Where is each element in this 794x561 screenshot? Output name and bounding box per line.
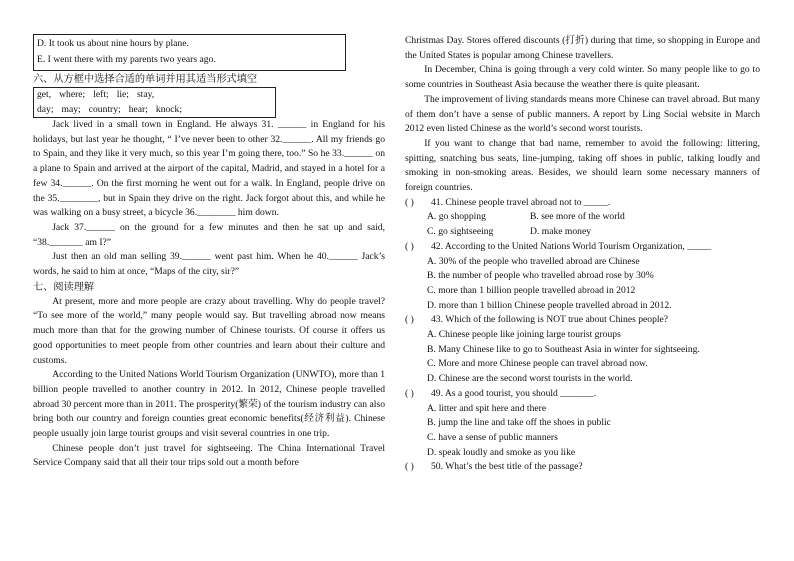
word-bank-item: lie; bbox=[116, 89, 129, 100]
option-b[interactable]: B. see more of the world bbox=[530, 211, 625, 223]
cloze-paragraph: Jack lived in a small town in England. He always 31. ______ in England for his holidays, but last year he thought, “ I’ve never been to other 32.______. All my friends go to Spain, and they like it very much, so this year I’m going there, too.” So he 33.______ on a plane to Spain and arrived at the airport of the capital, Madrid, and stayed in a hotel for a few 34.______. On the first morning he went out for a walk. In England, people drive on the 35.________, but in Spain they drive on the right. Jack forgot about this, and while he was walking on a busy street, a bicycle 36.________ him down. bbox=[33, 119, 385, 219]
word-bank-row-2 bbox=[37, 103, 272, 118]
word-bank-item: where; bbox=[59, 89, 86, 100]
left-column bbox=[33, 34, 385, 471]
word-bank-item: knock; bbox=[155, 103, 183, 115]
answer-blank[interactable]: ( ) bbox=[405, 461, 414, 473]
word-bank-item: day; bbox=[37, 103, 54, 115]
option-d[interactable]: D. make money bbox=[530, 226, 592, 238]
question-50 bbox=[405, 460, 760, 475]
option-row bbox=[405, 210, 760, 225]
answer-blank[interactable]: ( ) bbox=[405, 387, 414, 399]
word-bank-item: get, bbox=[37, 89, 52, 100]
reading-paragraph: The improvement of living standards means more Chinese can travel abroad. But many of them don’t have a sense of public manners. A report by Ling Social website in March 2012 even listed Chinese as the world’s second worst tourists. bbox=[405, 93, 760, 135]
reading-paragraph: If you want to change that bad name, remember to avoid the following: littering, spitting, snatching bus seats, line-jumping, taking off shoes in public, talking loudly and smoking in non-smoking areas. Besides, we should learn some necessary manners of foreign countries. bbox=[405, 137, 760, 194]
option-d[interactable]: D. more than 1 billion Chinese people travelled abroad in 2012. bbox=[427, 299, 672, 311]
question-stem: 50. What’s the best title of the passage? bbox=[431, 461, 583, 473]
option-c[interactable]: C. more than 1 billion people travelled abroad in 2012 bbox=[427, 284, 636, 296]
question-stem: 41. Chinese people travel abroad not to _____. bbox=[431, 196, 611, 208]
cloze-paragraph: Jack 37.______ on the ground for a few minutes and then he sat up and said, “38._______ am I?” bbox=[33, 221, 385, 248]
answer-options-box bbox=[33, 34, 346, 71]
right-column bbox=[405, 34, 760, 475]
reading-paragraph: According to the United Nations World Tourism Organization (UNWTO), more than 1 billion people travelled to another country in 2012. In 2012, Chinese people travelled abroad 30 percent more than in 2011. The prosperity(繁荣) of the tourism industry can also bring both our country and foreign counties great economic benefits(经济利益). Chinese people usually join large tourist groups and visit several countries in one trip. bbox=[33, 369, 385, 440]
cloze-paragraph: Just then an old man selling 39.______ went past him. When he 40.______ Jack’s words, he said to him at once, “Maps of the city, sir?” bbox=[33, 251, 385, 278]
word-bank-item: may; bbox=[61, 103, 81, 115]
word-bank-item: stay, bbox=[136, 89, 155, 100]
option-d[interactable]: D. Chinese are the second worst tourists in the world. bbox=[427, 373, 633, 385]
answer-blank[interactable]: ( ) bbox=[405, 196, 414, 208]
reading-paragraph: Christmas Day. Stores offered discounts (打折) during that time, so shopping in Europe and the United States is popular among Chinese travellers. bbox=[405, 35, 760, 61]
option-b[interactable]: B. jump the line and take off the shoes in public bbox=[427, 417, 611, 429]
option-b[interactable]: B. Many Chinese like to go to Southeast Asia in winter for sightseeing. bbox=[427, 343, 700, 355]
word-bank-row-1 bbox=[37, 88, 272, 103]
option-b[interactable]: B. the number of people who travelled abroad rose by 30% bbox=[427, 270, 654, 282]
section7-title: 七、阅读理解 bbox=[33, 281, 95, 293]
option-c[interactable]: C. have a sense of public manners bbox=[427, 431, 558, 443]
question-stem: 49. As a good tourist, you should _______. bbox=[431, 387, 597, 399]
question-41 bbox=[405, 196, 760, 211]
option-a[interactable]: A. 30% of the people who travelled abroad are Chinese bbox=[427, 255, 640, 267]
word-bank-item: left; bbox=[93, 89, 109, 100]
question-42 bbox=[405, 240, 760, 255]
reading-paragraph: At present, more and more people are crazy about travelling. Why do people travel? “To see more of the world,” many people would say. But travelling abroad now means much more than that for the growing number of Chinese tourists. Of course it offers us good opportunities to meet people from other countries and learn about their culture and customs. bbox=[33, 295, 385, 366]
option-d[interactable]: D. speak loudly and smoke as you like bbox=[427, 446, 576, 458]
option-c[interactable]: C. More and more Chinese people can travel abroad now. bbox=[427, 358, 648, 370]
word-bank-box bbox=[33, 87, 276, 118]
option-a[interactable]: A. litter and spit here and there bbox=[427, 402, 547, 414]
section6-title: 六、从方框中选择合适的单词并用其适当形式填空 bbox=[33, 74, 258, 85]
option-d-sentence: D. It took us about nine hours by plane. bbox=[37, 38, 189, 49]
option-row bbox=[405, 225, 760, 240]
question-stem: 42. According to the United Nations World Tourism Organization, _____ bbox=[431, 240, 712, 252]
question-49 bbox=[405, 387, 760, 402]
word-bank-item: hear; bbox=[128, 103, 148, 115]
reading-paragraph: Chinese people don’t just travel for sightseeing. The China International Travel Service Company said that all their tour trips sold out a month before bbox=[33, 442, 385, 469]
answer-blank[interactable]: ( ) bbox=[405, 240, 414, 252]
question-stem: 43. Which of the following is NOT true about Chines people? bbox=[431, 314, 669, 326]
word-bank-item: country; bbox=[88, 103, 121, 115]
option-a[interactable]: A. go shopping bbox=[427, 211, 486, 223]
question-43 bbox=[405, 313, 760, 328]
reading-paragraph: In December, China is going through a very cold winter. So many people like to go to some countries in Southeast Asia because the weather there is quite pleasant. bbox=[405, 64, 760, 91]
option-c[interactable]: C. go sightseeing bbox=[427, 226, 494, 238]
option-a[interactable]: A. Chinese people like joining large tourist groups bbox=[427, 329, 621, 341]
option-e-sentence: E. I went there with my parents two years ago. bbox=[37, 54, 216, 65]
answer-blank[interactable]: ( ) bbox=[405, 314, 414, 326]
